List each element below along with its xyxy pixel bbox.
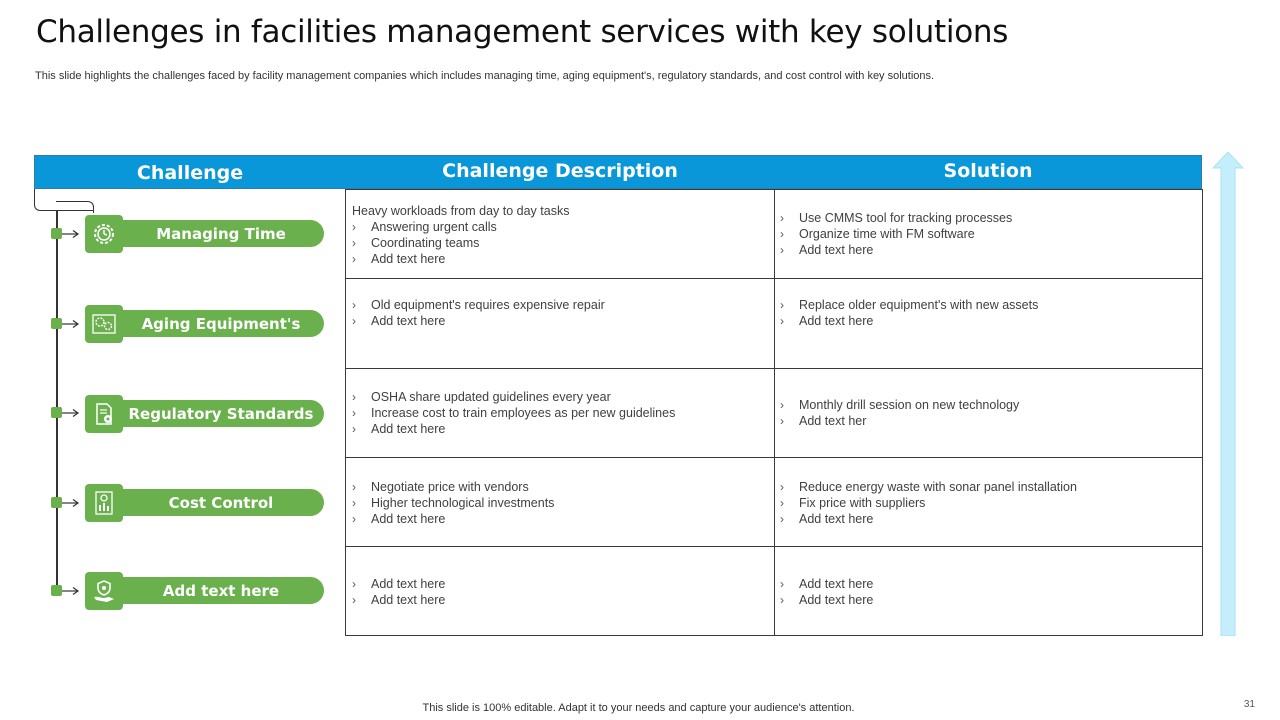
list-item-text: Add text here xyxy=(371,512,446,526)
header-solution: Solution xyxy=(943,160,1033,182)
chevron-right-icon: › xyxy=(780,227,784,241)
list-item-text: Add text here xyxy=(799,512,874,526)
content-table xyxy=(345,189,1203,636)
timeline-node xyxy=(51,585,62,596)
chevron-right-icon: › xyxy=(780,414,784,428)
chevron-right-icon: › xyxy=(352,512,356,526)
list-item-text: Coordinating teams xyxy=(371,236,480,250)
chevron-right-icon: › xyxy=(352,236,356,250)
list-item xyxy=(352,235,774,251)
description-cell xyxy=(346,458,774,546)
chevron-right-icon: › xyxy=(780,480,784,494)
chevron-right-icon: › xyxy=(352,496,356,510)
list-item-text: Add text here xyxy=(371,252,446,266)
list-item-text: Reduce energy waste with sonar panel installation xyxy=(799,480,1077,494)
page-title: Challenges in facilities management services with key solutions xyxy=(36,14,1009,50)
chevron-right-icon: › xyxy=(352,577,356,591)
gears-icon xyxy=(85,305,123,343)
arrow-right-icon xyxy=(62,586,80,596)
challenge-pill: Regulatory Standards xyxy=(118,400,324,427)
footer-text: This slide is 100% editable. Adapt it to your needs and capture your audience's attention. xyxy=(422,702,855,714)
list-item xyxy=(352,251,774,267)
arrow-right-icon xyxy=(62,229,80,239)
arrow-right-icon xyxy=(62,319,80,329)
list-item xyxy=(352,479,774,495)
challenge-pill: Add text here xyxy=(118,577,324,604)
solution-cell xyxy=(774,458,1202,546)
list-item xyxy=(780,226,1202,242)
list-item xyxy=(780,479,1202,495)
chevron-right-icon: › xyxy=(780,298,784,312)
list-item xyxy=(352,297,774,313)
list-item-text: Answering urgent calls xyxy=(371,220,497,234)
list-item-text: Add text her xyxy=(799,414,867,428)
list-item xyxy=(780,495,1202,511)
chevron-right-icon: › xyxy=(352,220,356,234)
list-item-text: Add text here xyxy=(371,577,446,591)
timeline-node xyxy=(51,497,62,508)
timeline-spine xyxy=(56,210,58,592)
header-challenge: Challenge xyxy=(136,162,244,184)
description-cell xyxy=(346,279,774,368)
description-cell xyxy=(346,547,774,635)
chevron-right-icon: › xyxy=(780,243,784,257)
left-bracket-hook xyxy=(56,201,94,213)
list-item-text: Add text here xyxy=(799,593,874,607)
timeline-node xyxy=(51,228,62,239)
chevron-right-icon: › xyxy=(780,211,784,225)
timeline-node xyxy=(51,407,62,418)
chevron-right-icon: › xyxy=(352,252,356,266)
chevron-right-icon: › xyxy=(780,512,784,526)
chevron-right-icon: › xyxy=(780,496,784,510)
description-cell xyxy=(346,369,774,457)
solution-cell xyxy=(774,369,1202,457)
list-item-text: Fix price with suppliers xyxy=(799,496,926,510)
header-challenge-description: Challenge Description xyxy=(442,160,678,182)
list-item xyxy=(352,511,774,527)
challenge-pill: Aging Equipment's xyxy=(118,310,324,337)
list-item-text: Replace older equipment's with new assets xyxy=(799,298,1039,312)
solution-cell xyxy=(774,547,1202,635)
timeline-node xyxy=(51,318,62,329)
table-header xyxy=(34,155,1202,189)
list-item xyxy=(780,576,1202,592)
solution-cell xyxy=(774,279,1202,368)
list-item-text: Add text here xyxy=(371,314,446,328)
list-item xyxy=(352,313,774,329)
list-item-text: Old equipment's requires expensive repair xyxy=(371,298,605,312)
list-item xyxy=(780,511,1202,527)
list-item-text: Monthly drill session on new technology xyxy=(799,398,1020,412)
description-intro: Heavy workloads from day to day tasks xyxy=(352,204,570,218)
arrow-right-icon xyxy=(62,498,80,508)
list-item xyxy=(780,413,1202,429)
chevron-right-icon: › xyxy=(780,398,784,412)
list-item-text: Higher technological investments xyxy=(371,496,555,510)
solution-cell xyxy=(774,190,1202,278)
challenge-pill: Cost Control xyxy=(118,489,324,516)
list-item-text: Use CMMS tool for tracking processes xyxy=(799,211,1013,225)
list-item xyxy=(352,592,774,608)
chevron-right-icon: › xyxy=(352,480,356,494)
document-gear-icon xyxy=(85,395,123,433)
list-item xyxy=(352,389,774,405)
list-item xyxy=(780,397,1202,413)
chevron-right-icon: › xyxy=(780,593,784,607)
gear-clock-icon xyxy=(85,215,123,253)
list-item xyxy=(352,219,774,235)
chevron-right-icon: › xyxy=(352,406,356,420)
list-item xyxy=(352,421,774,437)
page-subtitle: This slide highlights the challenges faced by facility management companies which includes managing time, aging equipment's, regulatory standards, and cost control with key solutions. xyxy=(35,70,935,82)
list-item xyxy=(352,495,774,511)
up-arrow-icon xyxy=(1212,152,1244,636)
chevron-right-icon: › xyxy=(352,422,356,436)
hand-shield-icon xyxy=(85,572,123,610)
list-item-text: OSHA share updated guidelines every year xyxy=(371,390,611,404)
chevron-right-icon: › xyxy=(780,577,784,591)
list-item-text: Add text here xyxy=(371,593,446,607)
list-item-text: Increase cost to train employees as per new guidelines xyxy=(371,406,676,420)
list-item-text: Add text here xyxy=(371,422,446,436)
arrow-right-icon xyxy=(62,408,80,418)
list-item xyxy=(780,592,1202,608)
chevron-right-icon: › xyxy=(780,314,784,328)
challenge-pill: Managing Time xyxy=(118,220,324,247)
page-number: 31 xyxy=(1243,699,1255,710)
chevron-right-icon: › xyxy=(352,390,356,404)
list-item-text: Organize time with FM software xyxy=(799,227,975,241)
list-item xyxy=(352,405,774,421)
list-item-text: Add text here xyxy=(799,577,874,591)
list-item xyxy=(780,242,1202,258)
list-item-text: Add text here xyxy=(799,314,874,328)
chevron-right-icon: › xyxy=(352,314,356,328)
chevron-right-icon: › xyxy=(352,593,356,607)
footer-note xyxy=(0,702,1280,714)
description-cell xyxy=(346,190,774,278)
list-item-text: Negotiate price with vendors xyxy=(371,480,529,494)
list-item xyxy=(780,210,1202,226)
list-item xyxy=(780,313,1202,329)
list-item-text: Add text here xyxy=(799,243,874,257)
list-item xyxy=(780,297,1202,313)
chevron-right-icon: › xyxy=(352,298,356,312)
bar-chart-icon xyxy=(85,484,123,522)
list-item xyxy=(352,576,774,592)
